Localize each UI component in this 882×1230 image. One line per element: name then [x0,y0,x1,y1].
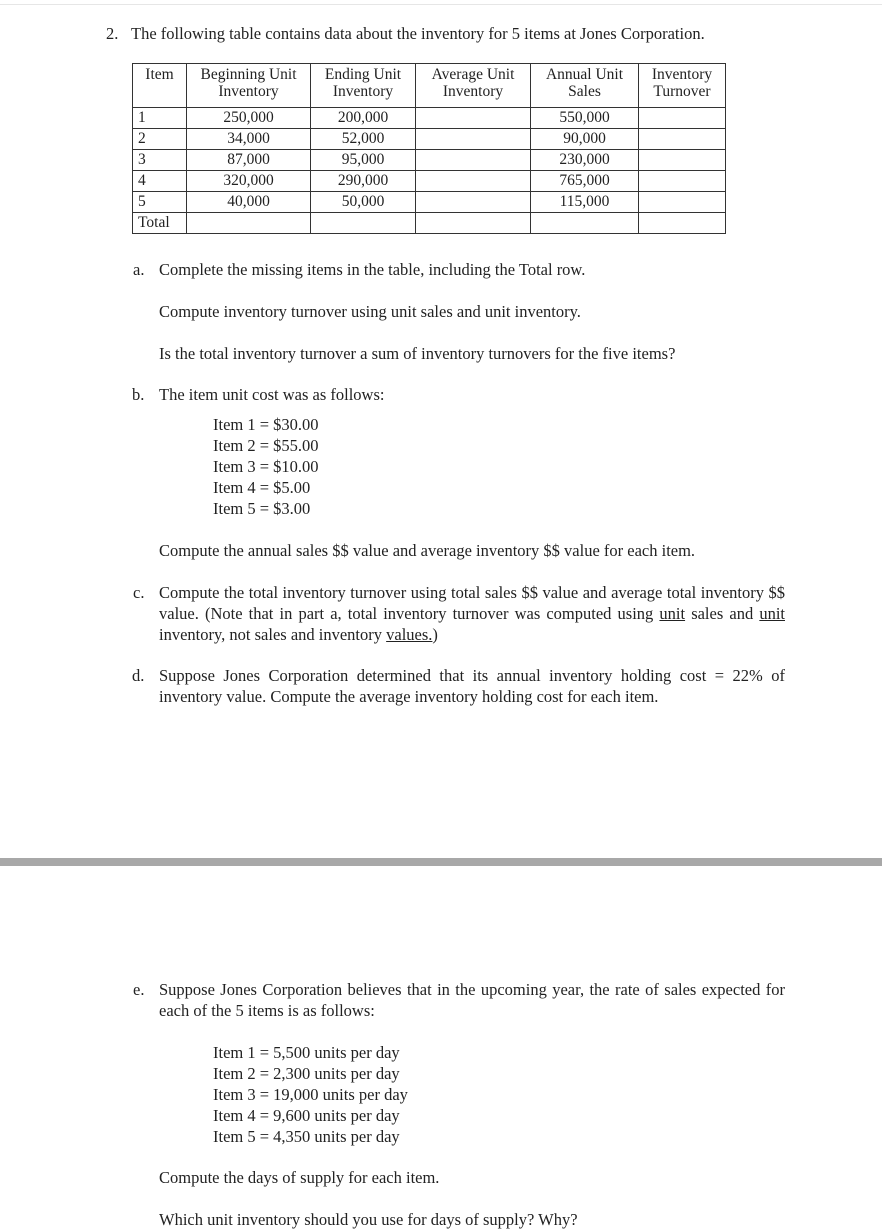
page-divider [0,858,882,866]
table-row [133,171,726,192]
header-average-unit-inventory: Average Unit Inventory [416,64,531,108]
cell-sales: 230,000 [531,150,639,171]
top-border [0,4,882,5]
table-row [133,150,726,171]
part-a-line1: Complete the missing items in the table, including the Total row. [159,260,586,279]
cell-average [416,192,531,213]
cell-ending: 52,000 [311,129,416,150]
cell-average [416,108,531,129]
part-c-label: c. [133,583,145,602]
cell-average [416,213,531,234]
part-b-intro: The item unit cost was as follows: [159,385,385,404]
list-item: Item 5 = $3.00 [213,499,311,518]
question-number: 2. [106,24,119,43]
cell-ending: 50,000 [311,192,416,213]
cell-item: 1 [133,108,187,129]
question-intro: The following table contains data about the inventory for 5 items at Jones Corporation. [131,24,705,43]
list-item: Item 4 = $5.00 [213,478,311,497]
cell-ending: 200,000 [311,108,416,129]
unit-cost-list [213,414,319,519]
header-inventory-turnover: Inventory Turnover [639,64,726,108]
header-ending-unit-inventory: Ending Unit Inventory [311,64,416,108]
header-annual-unit-sales: Annual Unit Sales [531,64,639,108]
table-header-row [133,64,726,108]
part-b-instruction: Compute the annual sales $$ value and average inventory $$ value for each item. [159,541,696,560]
cell-beginning [187,213,311,234]
part-e-text: Suppose Jones Corporation believes that in the upcoming year, the rate of sales expected for each of the 5 items is as follows: [159,980,785,1020]
cell-turnover [639,171,726,192]
cell-turnover [639,129,726,150]
cell-sales: 115,000 [531,192,639,213]
part-e-label: e. [133,980,145,999]
cell-sales: 550,000 [531,108,639,129]
list-item: Item 5 = 4,350 units per day [213,1127,400,1146]
list-item: Item 3 = 19,000 units per day [213,1085,408,1104]
table-row [133,192,726,213]
cell-beginning: 40,000 [187,192,311,213]
list-item: Item 1 = $30.00 [213,415,319,434]
list-item: Item 4 = 9,600 units per day [213,1106,400,1125]
list-item: Item 1 = 5,500 units per day [213,1043,400,1062]
sales-rate-list [213,1042,408,1147]
cell-average [416,129,531,150]
cell-turnover [639,192,726,213]
part-d-text: Suppose Jones Corporation determined that its annual inventory holding cost = 22% of inventory value. Compute the average inventory holding cost for each item. [159,666,785,706]
list-item: Item 3 = $10.00 [213,457,319,476]
cell-ending: 290,000 [311,171,416,192]
header-item: Item [133,64,187,108]
part-e-line2: Which unit inventory should you use for days of supply? Why? [159,1210,578,1229]
list-item: Item 2 = $55.00 [213,436,319,455]
cell-beginning: 250,000 [187,108,311,129]
table-total-row [133,213,726,234]
cell-turnover [639,150,726,171]
cell-beginning: 34,000 [187,129,311,150]
cell-beginning: 320,000 [187,171,311,192]
cell-ending [311,213,416,234]
part-a-line2: Compute inventory turnover using unit sales and unit inventory. [159,302,581,321]
header-beginning-unit-inventory: Beginning Unit Inventory [187,64,311,108]
table-row [133,129,726,150]
cell-turnover [639,108,726,129]
cell-sales [531,213,639,234]
cell-item: 4 [133,171,187,192]
table-row [133,108,726,129]
cell-item: Total [133,213,187,234]
inventory-table [132,63,726,234]
part-c-text: Compute the total inventory turnover using total sales $$ value and average total inventory $$ value. (Note that in part a, total inventory turnover was computed using unit sales and unit inventory, not sales and inventory values.) [159,583,785,644]
cell-turnover [639,213,726,234]
cell-average [416,150,531,171]
part-d-label: d. [132,666,145,685]
part-a-line3: Is the total inventory turnover a sum of inventory turnovers for the five items? [159,344,676,363]
cell-item: 3 [133,150,187,171]
list-item: Item 2 = 2,300 units per day [213,1064,400,1083]
cell-item: 2 [133,129,187,150]
cell-ending: 95,000 [311,150,416,171]
cell-average [416,171,531,192]
part-e-line1: Compute the days of supply for each item. [159,1168,440,1187]
part-a-label: a. [133,260,145,279]
cell-sales: 765,000 [531,171,639,192]
cell-sales: 90,000 [531,129,639,150]
cell-beginning: 87,000 [187,150,311,171]
cell-item: 5 [133,192,187,213]
part-b-label: b. [132,385,145,404]
